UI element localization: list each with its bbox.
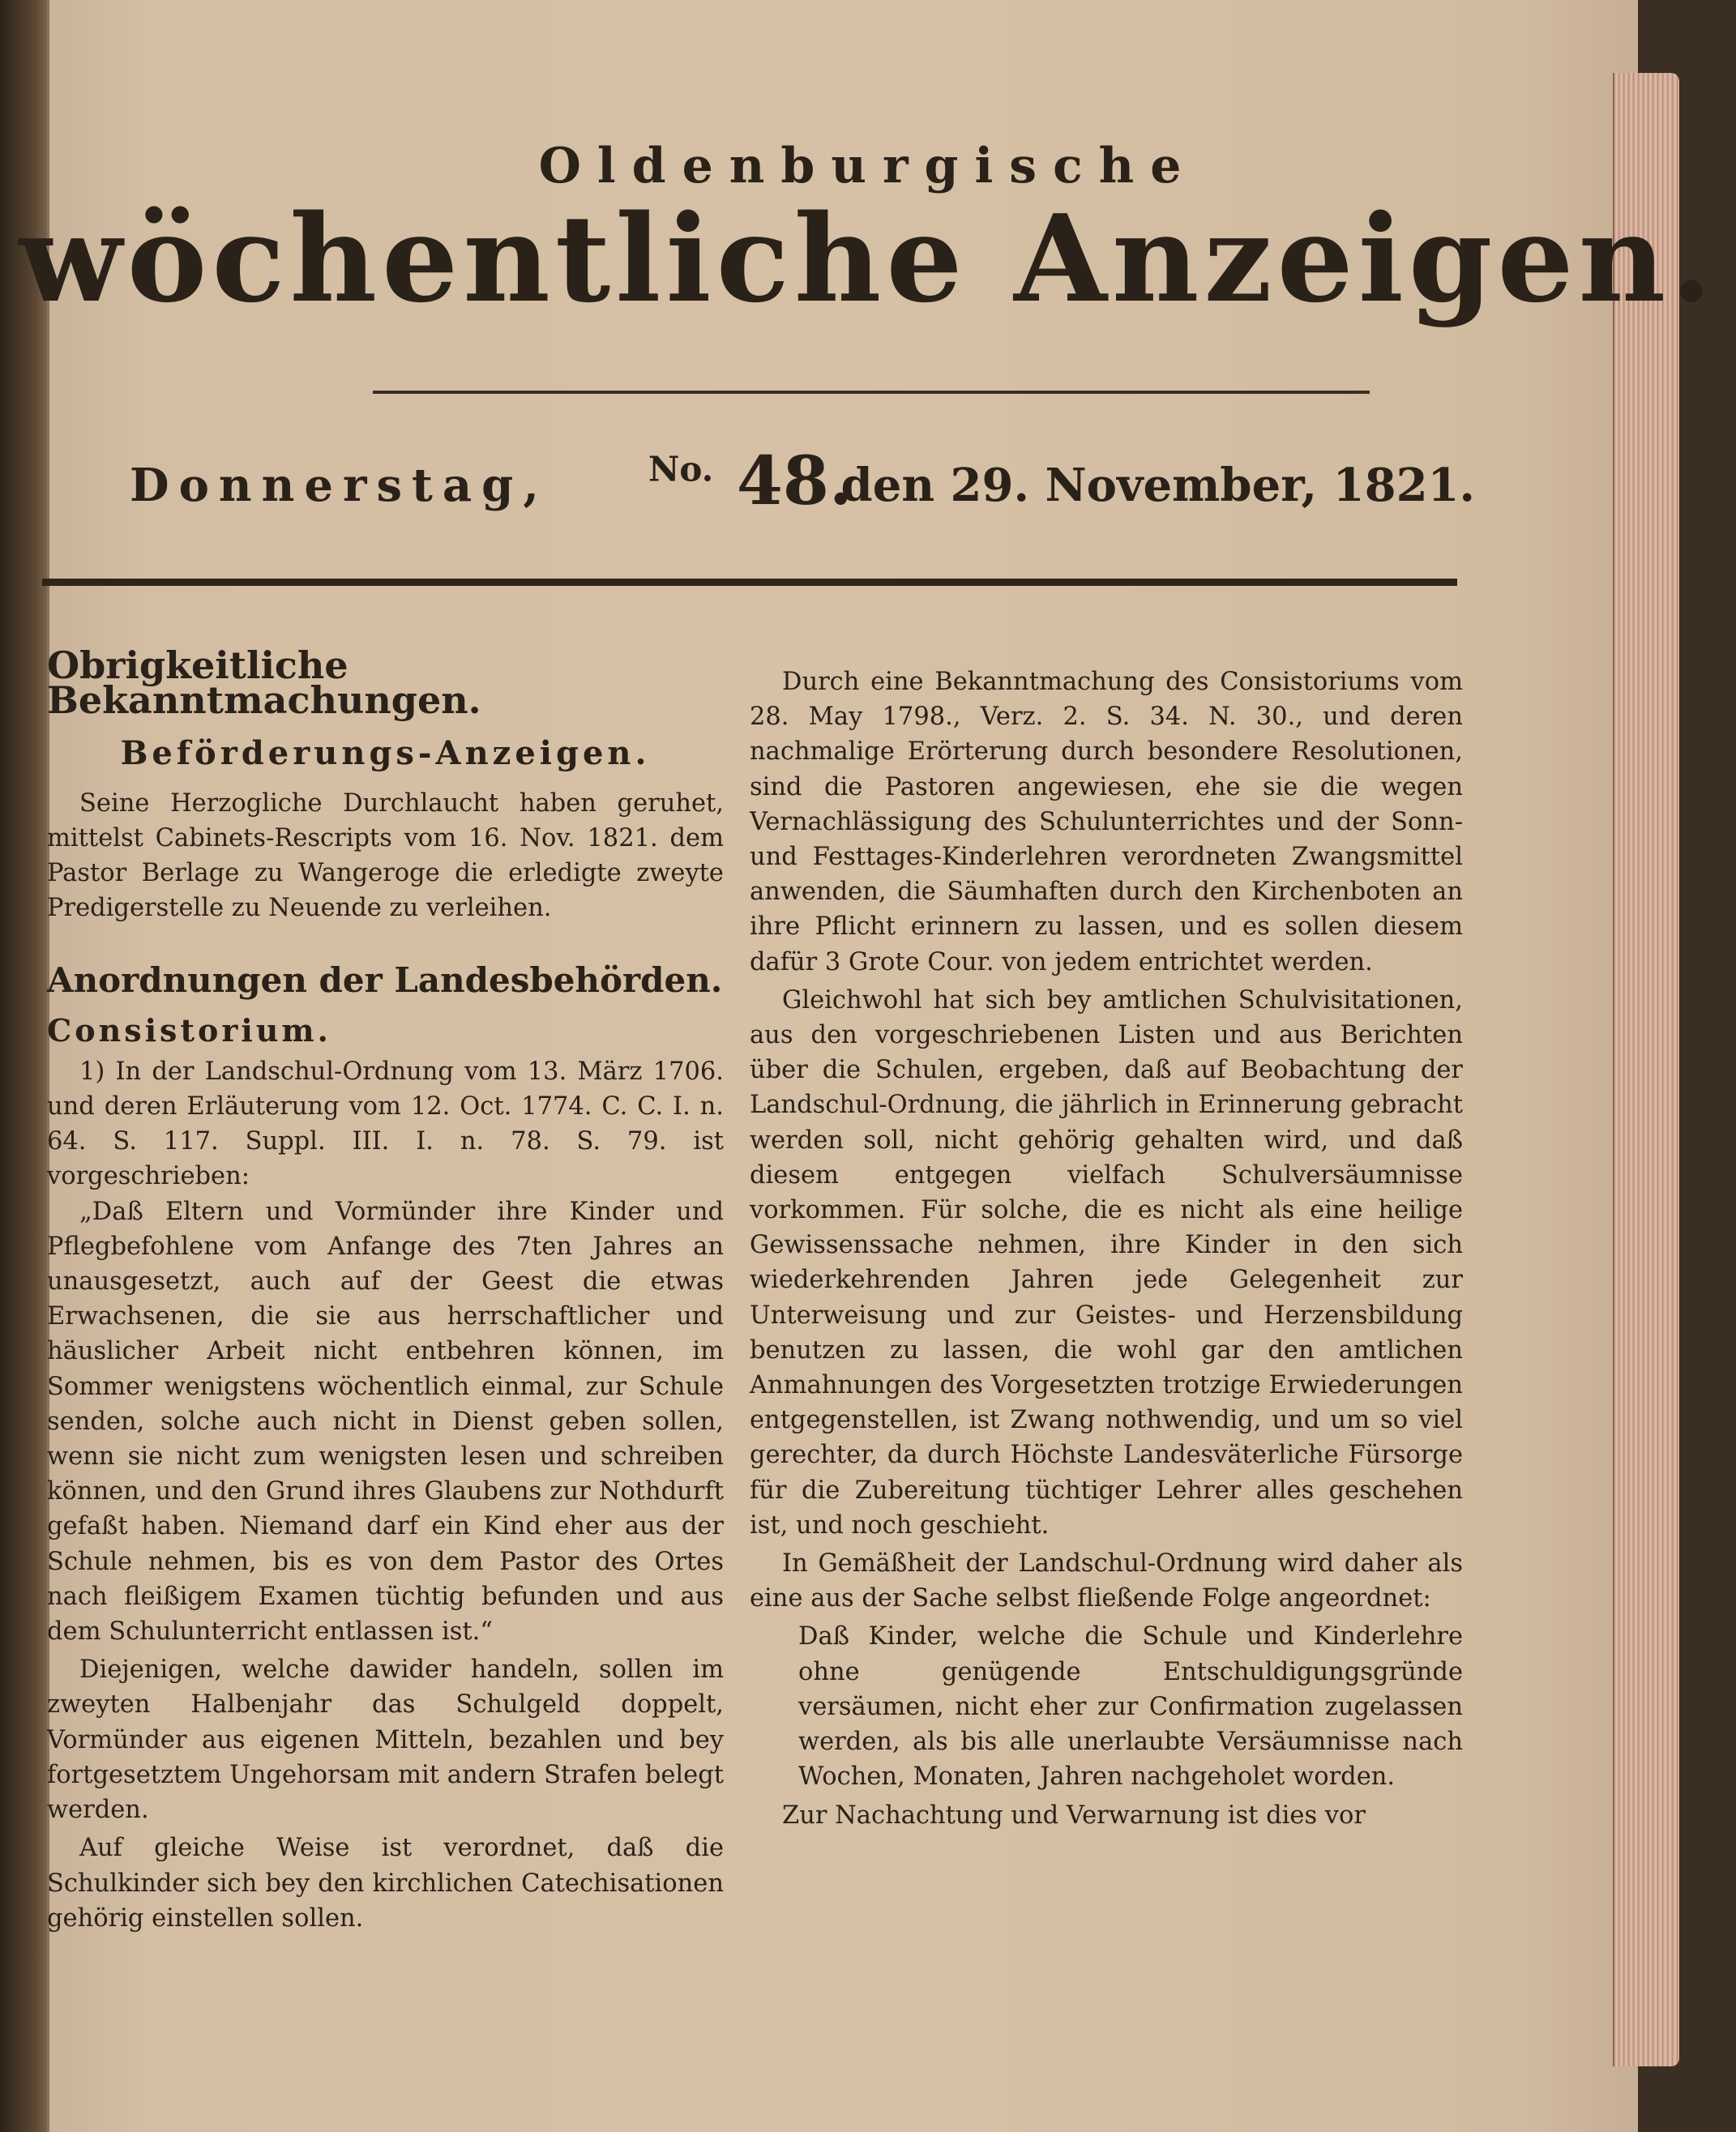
paragraph: Diejenigen, welche dawider handeln, sollen im zweyten Halbenjahr das Schulgeld doppelt, Vormünder aus eigenen Mitteln, bezahlen und bey fortgesetztem Ungehorsam mit andern Strafen belegt werden. (47, 1656, 724, 1825)
masthead-title: wöchentliche Anzeigen. (19, 188, 1717, 329)
right-column (750, 664, 1463, 1833)
page-stack-edge (1613, 73, 1679, 2066)
header-rule (42, 579, 1457, 586)
consistorium-heading: Consistorium. (47, 1011, 331, 1049)
paragraph: Auf gleiche Weise ist verordnet, daß die Schulkinder sich bey den kirchlichen Catechisationen gehörig einstellen sollen. (47, 1834, 724, 1933)
weekday: Donnerstag, (130, 459, 549, 512)
masthead-rule (373, 391, 1370, 394)
ordinance-block: Daß Kinder, welche die Schule und Kinderlehre ohne genügende Entschuldigungsgründe versäumen, nicht eher zur Confirmation zugelassen werden, als bis alle unerlaubte Versäumnisse nach Wochen, Monaten, Jahren nachgeholet worden. (798, 1622, 1463, 1792)
issue-number (648, 442, 853, 520)
masthead-top: Oldenburgische (538, 138, 1198, 194)
official-announcements-heading: Obrigkeitliche Bekanntmachungen. (47, 643, 481, 723)
issue-date: den 29. November, 1821. (840, 459, 1475, 512)
paragraph: Durch eine Bekanntmachung des Consistoriums vom 28. May 1798., Verz. 2. S. 34. N. 30., und deren nachmalige Erörterung durch besondere Resolutionen, sind die Pastoren angewiesen, ehe sie die wegen Vernachlässigung des Schulunterrichtes und der Sonn- und Festtages-Kinderlehren verordneten Zwangsmittel anwenden, die Säumhaften durch den Kirchenboten an ihre Pflicht erinnern zu lassen, und es sollen diesem dafür 3 Grote Cour. von jedem entrichtet werden. (750, 668, 1463, 976)
issue-number-value: 48. (736, 442, 853, 520)
paragraph: Gleichwohl hat sich bey amtlichen Schulvisitationen, aus den vorgeschriebenen Listen und aus Berichten über die Schulen, ergeben, daß auf Beobachtung der Landschul-Ordnung, die jährlich in Erinnerung gebracht werden soll, nicht gehörig gehalten wird, und daß diesem entgegen vielfach Schulversäumnisse vorkommen. Für solche, die es nicht als eine heilige Gewissenssache nehmen, ihre Kinder in den sich wiederkehrenden Jahren jede Gelegenheit zur Unterweisung und zur Geistes- und Herzensbildung benutzen zu lassen, die wohl gar den amtlichen Anmahnungen des Vorgesetzten trotzige Erwiederungen entgegenstellen, ist Zwang nothwendig, und um so viel gerechter, da durch Höchste Landesväterliche Fürsorge für die Zubereitung tüchtiger Lehrer alles geschehen ist, und noch geschieht. (750, 985, 1463, 1540)
quotation: „Daß Eltern und Vormünder ihre Kinder und Pflegbefohlene vom Anfange des 7ten Jahres an unausgesetzt, auch auf der Geest die etwas Erwachsenen, die sie aus herrschaftlicher und häuslicher Arbeit nicht entbehren können, im Sommer wenigstens wöchentlich einmal, zur Schule senden, solche auch nicht in Dienst geben sollen, wenn sie nicht zum wenigsten lesen und schreiben können, und den Grund ihres Glaubens zur Nothdurft gefaßt haben. Niemand darf ein Kind eher aus der Schule nehmen, bis es von dem Pastor des Ortes nach fleißigem Examen tüchtig befunden und aus dem Schulunterricht entlassen ist.“ (47, 1197, 724, 1647)
dateline (130, 442, 1475, 527)
paragraph: 1) In der Landschul-Ordnung vom 13. März 1706. und deren Erläuterung vom 12. Oct. 1774. C. C. I. n. 64. S. 117. Suppl. III. I. n. 78. S. 79. ist vorgeschrieben: (47, 1057, 724, 1191)
paragraph: Zur Nachachtung und Verwarnung ist dies vor (782, 1801, 1366, 1830)
authority-orders-heading: Anordnungen der Landesbehörden. (47, 960, 723, 1001)
promotion-notice: Seine Herzogliche Durchlaucht haben geruhet, mittelst Cabinets-Rescripts vom 16. Nov. 1821. dem Pastor Berlage zu Wangeroge die erledigte zweyte Predigerstelle zu Neuende zu verleihen. (47, 788, 724, 923)
left-column (47, 643, 724, 1936)
promotions-heading: Beförderungs-Anzeigen. (120, 734, 651, 773)
issue-number-label: No. (648, 449, 714, 489)
paragraph: In Gemäßheit der Landschul-Ordnung wird daher als eine aus der Sache selbst fließende Folge angeordnet: (750, 1549, 1463, 1613)
